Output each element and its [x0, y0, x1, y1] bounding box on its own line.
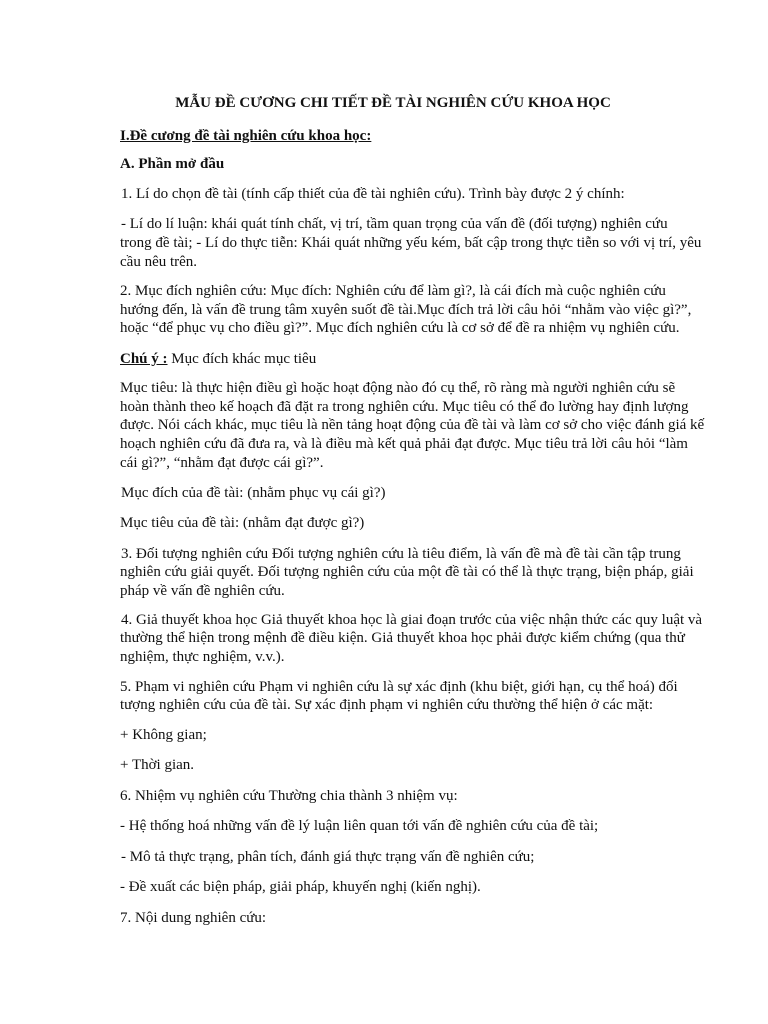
- paragraph-line: - Mô tả thực trạng, phân tích, đánh giá thực trạng vấn đề nghiên cứu;: [121, 849, 535, 865]
- paragraph-line: tượng nghiên cứu của đề tài. Sự xác định phạm vi nghiên cứu thường thể hiện ở các mặt:: [120, 697, 654, 713]
- paragraph-line: pháp về vấn đề nghiên cứu.: [120, 583, 285, 599]
- section-heading-intro: A. Phần mở đầu: [120, 156, 225, 172]
- paragraph-line: cái gì?”, “nhằm đạt được cái gì?”.: [120, 455, 324, 471]
- paragraph-line: 6. Nhiệm vụ nghiên cứu Thường chia thành 3 nhiệm vụ:: [120, 788, 458, 804]
- document-title: MẪU ĐỀ CƯƠNG CHI TIẾT ĐỀ TÀI NGHIÊN CỨU KHOA HỌC: [175, 95, 611, 111]
- paragraph-line: + Thời gian.: [120, 757, 195, 773]
- paragraph-line: 3. Đối tượng nghiên cứu Đối tượng nghiên cứu là tiêu điểm, là vấn đề mà đề tài cần tập trung: [121, 546, 681, 562]
- paragraph-line: - Lí do lí luận: khái quát tính chất, vị trí, tầm quan trọng của vấn đề (đối tượng) nghiên cứu: [121, 216, 668, 232]
- paragraph-line: Mục tiêu của đề tài: (nhằm đạt được gì?): [120, 515, 365, 531]
- paragraph-line: nghiệm, thực nghiệm, v.v.).: [120, 649, 285, 665]
- paragraph-line: thường thể hiện trong mệnh đề điều kiện. Giả thuyết khoa học phải được kiểm chứng (qua thử: [120, 630, 685, 646]
- paragraph-line: + Không gian;: [120, 727, 207, 743]
- paragraph-line: 7. Nội dung nghiên cứu:: [120, 910, 267, 926]
- note-line: [120, 350, 316, 368]
- paragraph-line: 1. Lí do chọn đề tài (tính cấp thiết của đề tài nghiên cứu). Trình bày được 2 ý chính:: [121, 186, 625, 202]
- paragraph-line: cầu nêu trên.: [120, 254, 198, 270]
- paragraph-line: trong đề tài; - Lí do thực tiễn: Khái quát những yếu kém, bất cập trong thực tiễn so với vị trí, yêu: [120, 235, 702, 251]
- paragraph-line: 2. Mục đích nghiên cứu: Mục đích: Nghiên cứu để làm gì?, là cái đích mà cuộc nghiên cứu: [120, 283, 666, 299]
- paragraph-line: nghiên cứu giải quyết. Đối tượng nghiên cứu của một đề tài có thể là thực trạng, biện pháp, giải: [120, 564, 694, 580]
- paragraph-line: Mục tiêu: là thực hiện điều gì hoặc hoạt động nào đó cụ thể, rõ ràng mà người nghiên cứu sẽ: [120, 380, 676, 396]
- paragraph-line: được. Nói cách khác, mục tiêu là nền tảng hoạt động của đề tài và làm cơ sở cho việc đánh giá kế: [120, 417, 705, 433]
- note-text: Mục đích khác mục tiêu: [171, 351, 317, 367]
- paragraph-line: hướng đến, là vấn đề trung tâm xuyên suốt đề tài.Mục đích trả lời câu hỏi “nhằm vào việc gì?”,: [120, 302, 692, 318]
- paragraph-line: hoặc “để phục vụ cho điều gì?”. Mục đích nghiên cứu là cơ sở để đề ra nhiệm vụ nghiên cứu.: [120, 320, 680, 336]
- note-label: Chú ý :: [120, 351, 168, 367]
- paragraph-line: - Đề xuất các biện pháp, giải pháp, khuyến nghị (kiến nghị).: [120, 879, 481, 895]
- paragraph-line: Mục đích của đề tài: (nhằm phục vụ cái gì?): [121, 485, 386, 501]
- paragraph-line: - Hệ thống hoá những vấn đề lý luận liên quan tới vấn đề nghiên cứu của đề tài;: [120, 818, 599, 834]
- paragraph-line: hoàn thành theo kế hoạch đã đặt ra trong nghiên cứu. Mục tiêu có thể đo lường hay định lượng: [120, 399, 689, 415]
- paragraph-line: 4. Giả thuyết khoa học Giả thuyết khoa học là giai đoạn trước của việc nhận thức các quy luật và: [121, 612, 703, 628]
- paragraph-line: 5. Phạm vi nghiên cứu Phạm vi nghiên cứu là sự xác định (khu biệt, giới hạn, cụ thể hoá) đối: [120, 679, 678, 695]
- section-heading-outline: I.Đề cương đề tài nghiên cứu khoa học:: [120, 128, 372, 144]
- paragraph-line: hoạch nghiên cứu đã đưa ra, và là điều mà kết quả phải đạt được. Mục tiêu trả lời câu hỏi “làm: [120, 436, 688, 452]
